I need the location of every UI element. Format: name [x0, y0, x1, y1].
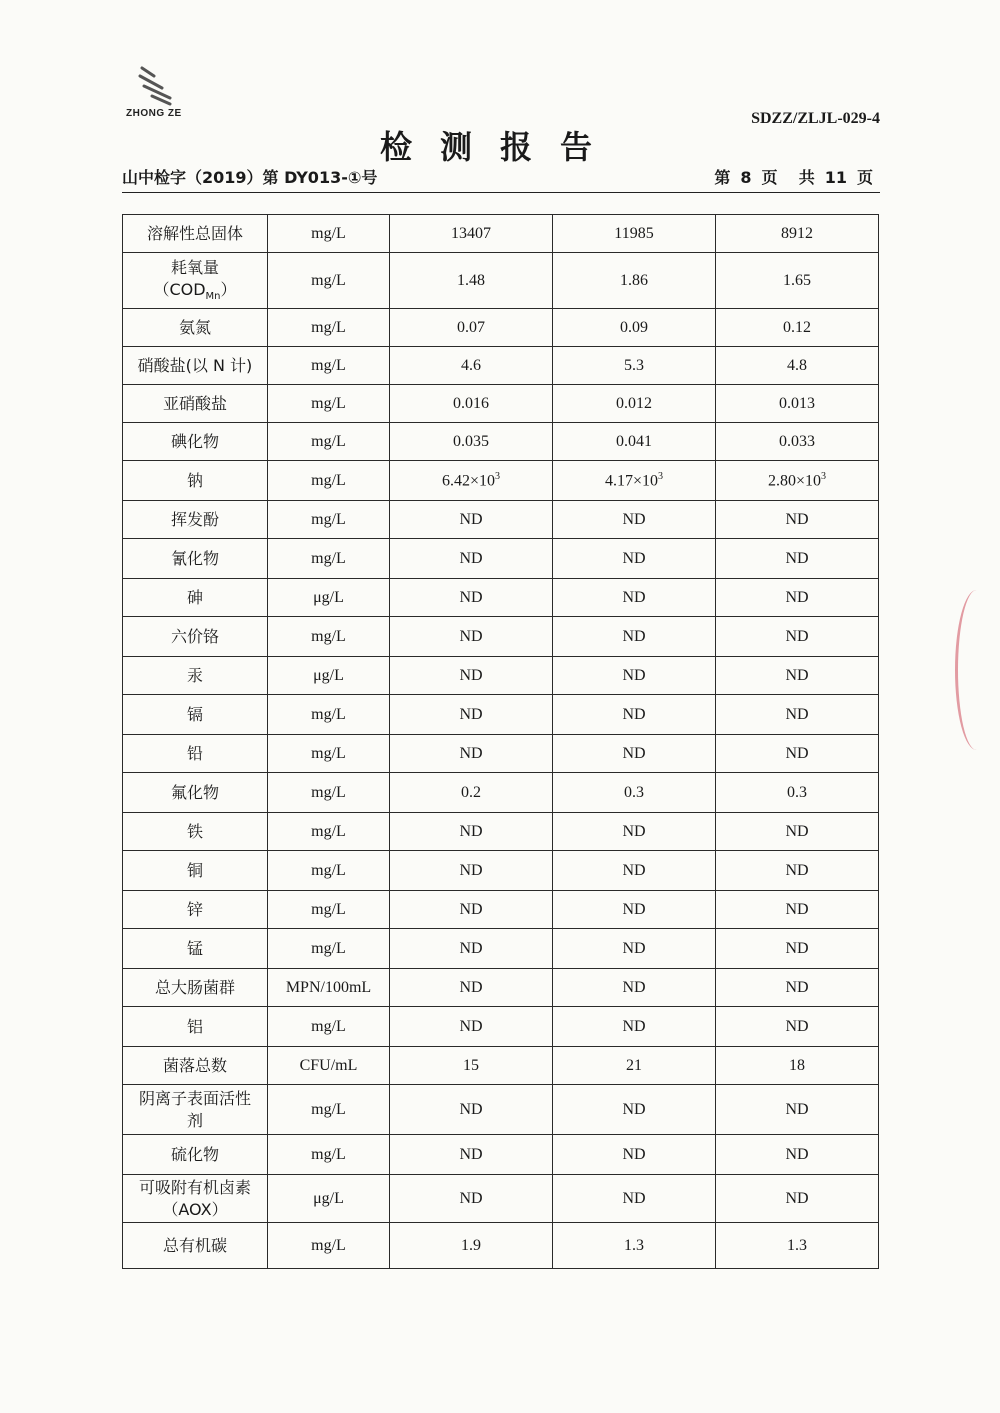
value-cell: ND: [553, 929, 716, 969]
unit-cell: mg/L: [268, 695, 390, 735]
parameter-cell: 硝酸盐(以 N 计): [123, 347, 268, 385]
value-cell: 4.8: [716, 347, 879, 385]
value-cell: 1.9: [390, 1223, 553, 1269]
value-cell: ND: [716, 579, 879, 617]
parameter-cell: 硫化物: [123, 1135, 268, 1175]
value-cell: ND: [716, 1007, 879, 1047]
value-cell: ND: [716, 891, 879, 929]
parameter-cell: 铁: [123, 813, 268, 851]
table-row: [123, 969, 879, 1007]
unit-cell: mg/L: [268, 773, 390, 813]
parameter-cell: 阴离子表面活性 剂: [123, 1085, 268, 1135]
parameter-cell: 氰化物: [123, 539, 268, 579]
value-cell: ND: [553, 695, 716, 735]
value-cell: ND: [553, 813, 716, 851]
value-cell: ND: [716, 1175, 879, 1223]
table-row: [123, 347, 879, 385]
table-row: [123, 253, 879, 309]
value-cell: 21: [553, 1047, 716, 1085]
value-cell: ND: [390, 695, 553, 735]
parameter-cell: 锰: [123, 929, 268, 969]
unit-cell: mg/L: [268, 617, 390, 657]
value-cell: ND: [553, 1085, 716, 1135]
table-row: [123, 423, 879, 461]
value-cell: 0.12: [716, 309, 879, 347]
unit-cell: mg/L: [268, 929, 390, 969]
parameter-cell: 六价铬: [123, 617, 268, 657]
value-cell: 1.3: [716, 1223, 879, 1269]
table-row: [123, 929, 879, 969]
parameter-cell: 挥发酚: [123, 501, 268, 539]
value-cell: 1.65: [716, 253, 879, 309]
table-row: [123, 461, 879, 501]
unit-cell: mg/L: [268, 891, 390, 929]
unit-cell: mg/L: [268, 461, 390, 501]
parameter-cell: 铅: [123, 735, 268, 773]
page-title: 检测报告: [379, 128, 620, 166]
document-code: SDZZ/ZLJL-029-4: [751, 110, 880, 127]
value-cell: $4.17\times 10^3$: [553, 461, 716, 501]
table-row: [123, 501, 879, 539]
unit-cell: mg/L: [268, 735, 390, 773]
unit-cell: mg/L: [268, 253, 390, 309]
value-cell: ND: [390, 851, 553, 891]
value-cell: ND: [390, 1135, 553, 1175]
unit-cell: mg/L: [268, 215, 390, 253]
value-cell: ND: [553, 969, 716, 1007]
parameter-cell: 总有机碳: [123, 1223, 268, 1269]
table-row: [123, 1085, 879, 1135]
value-cell: ND: [553, 617, 716, 657]
value-cell: ND: [553, 1007, 716, 1047]
parameter-cell: 锌: [123, 891, 268, 929]
parameter-cell: 可吸附有机卤素 （AOX）: [123, 1175, 268, 1223]
value-cell: ND: [390, 539, 553, 579]
value-cell: ND: [716, 929, 879, 969]
value-cell: ND: [553, 539, 716, 579]
value-cell: 11985: [553, 215, 716, 253]
parameter-cell: 砷: [123, 579, 268, 617]
value-cell: ND: [553, 851, 716, 891]
table-row: [123, 579, 879, 617]
parameter-cell: 亚硝酸盐: [123, 385, 268, 423]
unit-cell: mg/L: [268, 1007, 390, 1047]
report-number: 山中检字（2019）第 DY013-①号: [122, 168, 378, 187]
value-cell: 18: [716, 1047, 879, 1085]
value-cell: ND: [553, 579, 716, 617]
unit-cell: mg/L: [268, 1135, 390, 1175]
unit-cell: mg/L: [268, 385, 390, 423]
table-row: [123, 1175, 879, 1223]
report-header-line: [122, 164, 880, 193]
table-row: [123, 1047, 879, 1085]
table-row: [123, 1223, 879, 1269]
table-row: [123, 851, 879, 891]
table-row: [123, 1007, 879, 1047]
value-cell: ND: [390, 735, 553, 773]
results-table: [122, 214, 879, 1269]
parameter-cell: 铜: [123, 851, 268, 891]
value-cell: ND: [553, 735, 716, 773]
value-cell: ND: [716, 1085, 879, 1135]
value-cell: 1.3: [553, 1223, 716, 1269]
value-cell: 5.3: [553, 347, 716, 385]
unit-cell: CFU/mL: [268, 1047, 390, 1085]
page-total: 11: [824, 168, 847, 187]
parameter-cell: 钠: [123, 461, 268, 501]
value-cell: 4.6: [390, 347, 553, 385]
unit-cell: mg/L: [268, 1085, 390, 1135]
unit-cell: mg/L: [268, 539, 390, 579]
value-cell: 13407: [390, 215, 553, 253]
value-cell: ND: [390, 617, 553, 657]
value-cell: ND: [553, 891, 716, 929]
value-cell: ND: [716, 851, 879, 891]
parameter-cell: 氨氮: [123, 309, 268, 347]
value-cell: ND: [716, 695, 879, 735]
value-cell: 1.86: [553, 253, 716, 309]
value-cell: $2.80\times 10^3$: [716, 461, 879, 501]
value-cell: 1.48: [390, 253, 553, 309]
value-cell: $6.42\times 10^3$: [390, 461, 553, 501]
parameter-cell: 总大肠菌群: [123, 969, 268, 1007]
table-row: [123, 695, 879, 735]
table-row: [123, 617, 879, 657]
value-cell: 15: [390, 1047, 553, 1085]
value-cell: ND: [553, 657, 716, 695]
parameter-cell: 镉: [123, 695, 268, 735]
parameter-cell: 溶解性总固体: [123, 215, 268, 253]
value-cell: ND: [716, 735, 879, 773]
value-cell: 0.033: [716, 423, 879, 461]
value-cell: ND: [716, 539, 879, 579]
value-cell: ND: [716, 657, 879, 695]
value-cell: ND: [390, 501, 553, 539]
value-cell: ND: [390, 929, 553, 969]
value-cell: 0.016: [390, 385, 553, 423]
unit-cell: mg/L: [268, 423, 390, 461]
table-row: [123, 385, 879, 423]
value-cell: 0.3: [716, 773, 879, 813]
unit-cell: μg/L: [268, 657, 390, 695]
table-row: [123, 539, 879, 579]
value-cell: ND: [390, 657, 553, 695]
table-row: [123, 773, 879, 813]
parameter-cell: 铝: [123, 1007, 268, 1047]
parameter-cell: 菌落总数: [123, 1047, 268, 1085]
parameter-cell: 耗氧量 $(COD_{Mn})$: [123, 253, 268, 309]
unit-cell: μg/L: [268, 1175, 390, 1223]
value-cell: ND: [716, 813, 879, 851]
value-cell: 0.3: [553, 773, 716, 813]
value-cell: ND: [716, 969, 879, 1007]
value-cell: ND: [390, 1007, 553, 1047]
value-cell: ND: [553, 1175, 716, 1223]
value-cell: ND: [553, 1135, 716, 1175]
value-cell: ND: [390, 579, 553, 617]
parameter-cell: 氟化物: [123, 773, 268, 813]
company-logo: [120, 62, 190, 124]
page-number: 8: [740, 168, 752, 187]
logo-text: ZHONG ZE: [126, 108, 182, 119]
value-cell: 0.012: [553, 385, 716, 423]
value-cell: ND: [390, 969, 553, 1007]
value-cell: 8912: [716, 215, 879, 253]
table-row: [123, 215, 879, 253]
parameter-cell: 碘化物: [123, 423, 268, 461]
value-cell: 0.09: [553, 309, 716, 347]
value-cell: 0.013: [716, 385, 879, 423]
value-cell: ND: [390, 891, 553, 929]
value-cell: 0.07: [390, 309, 553, 347]
unit-cell: mg/L: [268, 851, 390, 891]
unit-cell: mg/L: [268, 501, 390, 539]
value-cell: ND: [716, 501, 879, 539]
page-indicator: 第 8 页 共 11 页: [714, 168, 873, 187]
value-cell: ND: [716, 1135, 879, 1175]
unit-cell: MPN/100mL: [268, 969, 390, 1007]
table-row: [123, 891, 879, 929]
logo-stripes-icon: [136, 62, 176, 108]
table-row: [123, 1135, 879, 1175]
table-row: [123, 735, 879, 773]
value-cell: ND: [390, 813, 553, 851]
value-cell: ND: [553, 501, 716, 539]
value-cell: 0.035: [390, 423, 553, 461]
value-cell: ND: [716, 617, 879, 657]
value-cell: ND: [390, 1175, 553, 1223]
table-row: [123, 657, 879, 695]
parameter-cell: 汞: [123, 657, 268, 695]
seal-stamp: [955, 590, 998, 750]
unit-cell: μg/L: [268, 579, 390, 617]
unit-cell: mg/L: [268, 309, 390, 347]
unit-cell: mg/L: [268, 813, 390, 851]
value-cell: 0.2: [390, 773, 553, 813]
table-row: [123, 309, 879, 347]
unit-cell: mg/L: [268, 347, 390, 385]
table-row: [123, 813, 879, 851]
unit-cell: mg/L: [268, 1223, 390, 1269]
value-cell: 0.041: [553, 423, 716, 461]
value-cell: ND: [390, 1085, 553, 1135]
